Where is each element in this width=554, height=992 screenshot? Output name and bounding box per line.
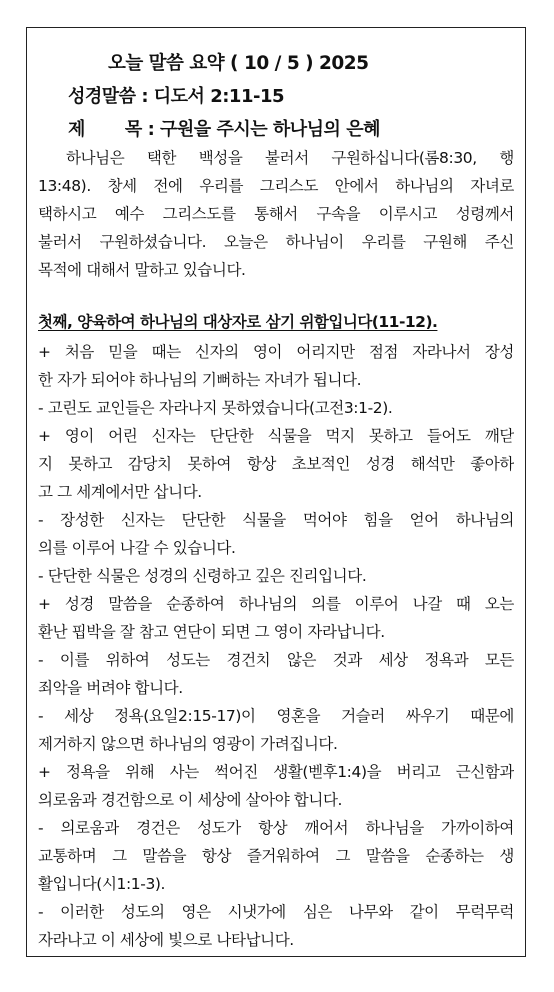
body-line: - 이러한 성도의 영은 시냇가에 심은 나무와 같이 무럭무럭 bbox=[38, 903, 514, 921]
body-line: 고 그 세계에서만 삽니다. bbox=[38, 483, 202, 501]
page-title: 오늘 말씀 요약 ( 10 / 5 ) 2025 bbox=[108, 53, 369, 74]
intro-line: 목적에 대해서 말하고 있습니다. bbox=[38, 261, 246, 279]
body-line: - 단단한 식물은 성경의 신령하고 깊은 진리입니다. bbox=[38, 567, 367, 585]
body-line: - 이를 위하여 성도는 경건치 않은 것과 세상 정욕과 모든 bbox=[38, 651, 514, 669]
sermon-subject bbox=[68, 115, 380, 141]
intro-paragraph bbox=[38, 144, 514, 284]
body-line: + 처음 믿을 때는 신자의 영이 어리지만 점점 자라나서 장성 bbox=[38, 343, 514, 361]
body-line: 한 자가 되어야 하나님의 기뻐하는 자녀가 됩니다. bbox=[38, 371, 362, 389]
section-heading: 첫째, 양육하여 하나님의 대상자로 삼기 위함입니다(11-12). bbox=[38, 313, 438, 331]
scripture-reference: 성경말씀 : 디도서 2:11-15 bbox=[68, 86, 285, 107]
body-line: 제거하지 않으면 하나님의 영광이 가려집니다. bbox=[38, 735, 338, 753]
body-line: 지 못하고 감당치 못하여 항상 초보적인 성경 해석만 좋아하 bbox=[38, 455, 514, 473]
body-line: - 고린도 교인들은 자라나지 못하였습니다(고전3:1-2). bbox=[38, 399, 393, 417]
section-body bbox=[38, 338, 514, 954]
subject-label-char-2: 목 bbox=[124, 119, 142, 140]
body-line: 환난 핍박을 잘 참고 연단이 되면 그 영이 자라납니다. bbox=[38, 623, 385, 641]
body-line: + 정욕을 위해 사는 썩어진 생활(벧후1:4)을 버리고 근신함과 bbox=[38, 763, 514, 781]
body-line: 자라나고 이 세상에 빛으로 나타납니다. bbox=[38, 931, 294, 949]
body-line: - 의로움과 경건은 성도가 항상 깨어서 하나님을 가까이하여 bbox=[38, 819, 514, 837]
body-line: 의를 이루어 나갈 수 있습니다. bbox=[38, 539, 236, 557]
subject-label-char-1: 제 bbox=[68, 119, 85, 140]
body-line: 교통하며 그 말씀을 항상 즐거워하여 그 말씀을 순종하는 생 bbox=[38, 847, 514, 865]
body-line: + 성경 말씀을 순종하여 하나님의 의를 이루어 나갈 때 오는 bbox=[38, 595, 514, 613]
body-line: 죄악을 버려야 합니다. bbox=[38, 679, 183, 697]
intro-line: 불러서 구원하셨습니다. 오늘은 하나님이 우리를 구원해 주신 bbox=[38, 233, 514, 251]
body-line: + 영이 어린 신자는 단단한 식물을 먹지 못하고 들어도 깨닫 bbox=[38, 427, 514, 445]
intro-line: 하나님은 택한 백성을 불러서 구원하십니다(롬8:30, 행 bbox=[66, 149, 514, 167]
body-line: - 세상 정욕(요일2:15-17)이 영혼을 거슬러 싸우기 때문에 bbox=[38, 707, 514, 725]
body-line: 활입니다(시1:1-3). bbox=[38, 875, 166, 893]
body-line: 의로움과 경건함으로 이 세상에 살아야 합니다. bbox=[38, 791, 343, 809]
intro-line: 택하시고 예수 그리스도를 통해서 구속을 이루시고 성령께서 bbox=[38, 205, 514, 223]
intro-line: 13:48). 창세 전에 우리를 그리스도 안에서 하나님의 자녀로 bbox=[38, 177, 514, 195]
body-line: - 장성한 신자는 단단한 식물을 먹어야 힘을 얻어 하나님의 bbox=[38, 511, 514, 529]
subject-value: : 구원을 주시는 하나님의 은혜 bbox=[147, 119, 380, 140]
